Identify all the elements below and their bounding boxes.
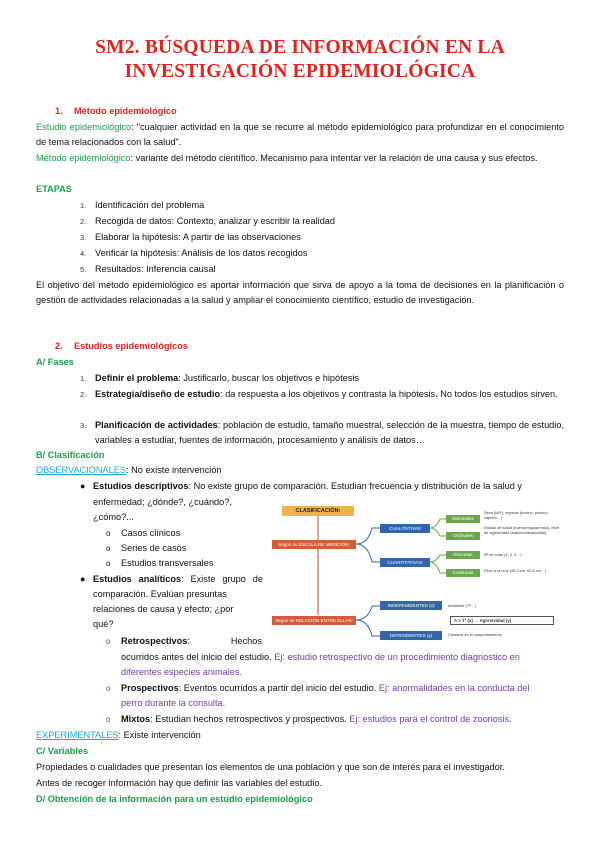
circle-bullet-icon: o [106, 559, 111, 568]
list-number: 3. [80, 421, 87, 430]
diagram-note-ordinales: Estado de salud (bueno/regular/malo), nivel de agresividad (bajo/moderado/alto) [484, 525, 560, 535]
paragraph-objetivo: El objetivo del método epidemiológico es aportar información que sirva de apoyo a la toma de decisiones en la planificación o gestión de actividades relacionadas a la salud y ampliar el conocimiento científico, estudio de investigación. [36, 280, 564, 306]
bullet-icon: ● [80, 481, 86, 491]
list-item: Planificación de actividades: población de estudio, tamaño muestral, selección de la muestra, tiempo de estudio, variables a estudiar, fuentes de información, procesamiento y análisis de datos… [95, 420, 564, 446]
descriptivos-line1: Estudios descriptivos: No existe grupo de comparación. Estudian frecuencia y distribución de la salud y [93, 481, 522, 491]
observacionales-line: OBSERVACIONALES: No existe intervención [36, 465, 222, 475]
obtencion-label: D/ Obtención de la información para un estudio epidemiológico [36, 794, 313, 804]
section-2-heading: Estudios epidemiológicos [74, 341, 188, 351]
list-item: Recogida de datos: Contexto, analizar y escribir la realidad [95, 216, 336, 226]
list-number: 1. [80, 374, 87, 383]
mixtos-line: Mixtos: Estudian hechos retrospectivos y prospectivos. Ej: estudios para el control de zoonosis. [121, 714, 512, 724]
clasificacion-label: B/ Clasificación [36, 450, 105, 460]
descriptivos-line3: ¿cómo?... [93, 512, 134, 522]
diagram-cualitativas: CUALITATIVAS [380, 524, 430, 533]
fases-label: A/ Fases [36, 357, 74, 367]
etapas-label: ETAPAS [36, 184, 72, 194]
circle-bullet-icon: o [106, 544, 111, 553]
retrospectivos-line1: Retrospectivos: Hechos [121, 636, 262, 646]
diagram-dependientes: DEPENDIENTES (y) [380, 631, 442, 640]
diagram-note-discretas: Nº de crías (1, 2, 3…) [484, 552, 522, 557]
descriptivos-line2: enfermedad; ¿dónde?, ¿cuándo?, [93, 497, 232, 507]
diagram-clasificacion: CLASIFICACIÓN: [282, 506, 354, 516]
diagram-independientes: INDEPENDIENTES (x) [380, 601, 442, 610]
list-item: Resultados: Inferencia causal [95, 264, 216, 274]
circle-bullet-icon: o [106, 637, 111, 646]
bullet-icon: ● [80, 574, 86, 584]
list-item: Casos clínicos [121, 528, 181, 538]
diagram-note-independientes: Ambiente (Tª…) [448, 603, 476, 608]
variables-label: C/ Variables [36, 746, 89, 756]
section-1-number: 1. [55, 106, 63, 116]
prospectivos-line1: Prospectivos: Eventos ocurridos a partir del inicio del estudio. Ej: anormalidades en la conducta del [121, 683, 530, 693]
diagram-relacion: Según su RELACIÓN ENTRE ELLAS: [272, 616, 356, 625]
list-item: Verificar la hipótesis: Análisis de los datos recogidos [95, 248, 308, 258]
paragraph-metodo-epidemiologico: Método epidemiológico: variante del método científico. Mecanismo para intentar ver la relación de una causa y sus efectos. [36, 153, 538, 163]
experimentales-line: EXPERIMENTALES: Existe intervención [36, 730, 201, 740]
list-item: Estrategia/diseño de estudio: da respuesta a los objetivos y contrasta la hipótesis. No todos los estudios sirven. [95, 389, 558, 399]
diagram-cuantitativas: CUANTITATIVAS [380, 558, 430, 567]
retrospectivos-line2: ocurridos antes del inicio del estudio. Ej: estudio retrospectivo de un procedimiento diagnostico en [121, 652, 520, 662]
list-number: 2. [80, 217, 87, 226]
prospectivos-line2: perro durante la consulta. [121, 698, 226, 708]
list-item: Estudios transversales [121, 558, 214, 568]
variables-paragraph-1: Propiedades o cualidades que presentan los elementos de una población y que son de interés para el investigador. [36, 762, 505, 772]
diagram-formula-box: A > Tª (x) → Agresividad (y) [450, 616, 554, 625]
analiticos-line4: qué? [93, 619, 114, 629]
list-number: 5. [80, 265, 87, 274]
diagram-escala: Según su ESCALA DE MEDICIÓN: [272, 540, 356, 549]
diagram-note-nominales: Sexo (M/F), especie (bovino, porcino, caprino…) [484, 510, 549, 520]
variables-paragraph-2: Antes de recoger información hay que definir las variables del estudio. [36, 778, 322, 788]
list-number: 4. [80, 249, 87, 258]
paragraph-estudio-epidemiologico: Estudio epidemiológico: "cualquier actividad en la que se recurre al método epidemiológico para profundizar en el conocimiento de tema relacionados con la salud". [36, 122, 564, 148]
section-1-heading: Método epidemiológico [74, 106, 177, 116]
list-number: 2. [80, 390, 87, 399]
diagram-discretas: Discretas [446, 551, 480, 559]
diagram-nominales: Nominales [446, 515, 480, 523]
section-2-number: 2. [55, 341, 63, 351]
list-number: 1. [80, 201, 87, 210]
circle-bullet-icon: o [106, 715, 111, 724]
list-item: Elaborar la hipótesis: A partir de las observaciones [95, 232, 301, 242]
analiticos-line3: relaciones de causa y efecto; ¿por [93, 604, 234, 614]
list-item: Identificación del problema [95, 200, 205, 210]
list-item: Definir el problema: Justificarlo, buscar los objetivos e hipótesis [95, 373, 359, 383]
list-item: Series de casos [121, 543, 187, 553]
retrospectivos-line3: diferentes especies animales. [121, 667, 243, 677]
analiticos-line1: Estudios analíticos: Existe grupo de [93, 574, 263, 584]
page-title: SM2. BÚSQUEDA DE INFORMACIÓN EN LA INVESTIGACIÓN EPIDEMIOLÓGICA [95, 37, 505, 82]
diagram-note-continuas: Peso a la cruz (45,3 cm, 62,8 cm…) [484, 568, 547, 573]
circle-bullet-icon: o [106, 684, 111, 693]
diagram-note-dependientes: Cambios en el comportamiento [448, 632, 502, 637]
classification-diagram [268, 500, 564, 642]
list-number: 3. [80, 233, 87, 242]
analiticos-line2: comparación. Evalúan presuntas [93, 589, 227, 599]
circle-bullet-icon: o [106, 529, 111, 538]
diagram-ordinales: Ordinales [446, 532, 480, 540]
diagram-continuas: Continuas [446, 569, 480, 577]
